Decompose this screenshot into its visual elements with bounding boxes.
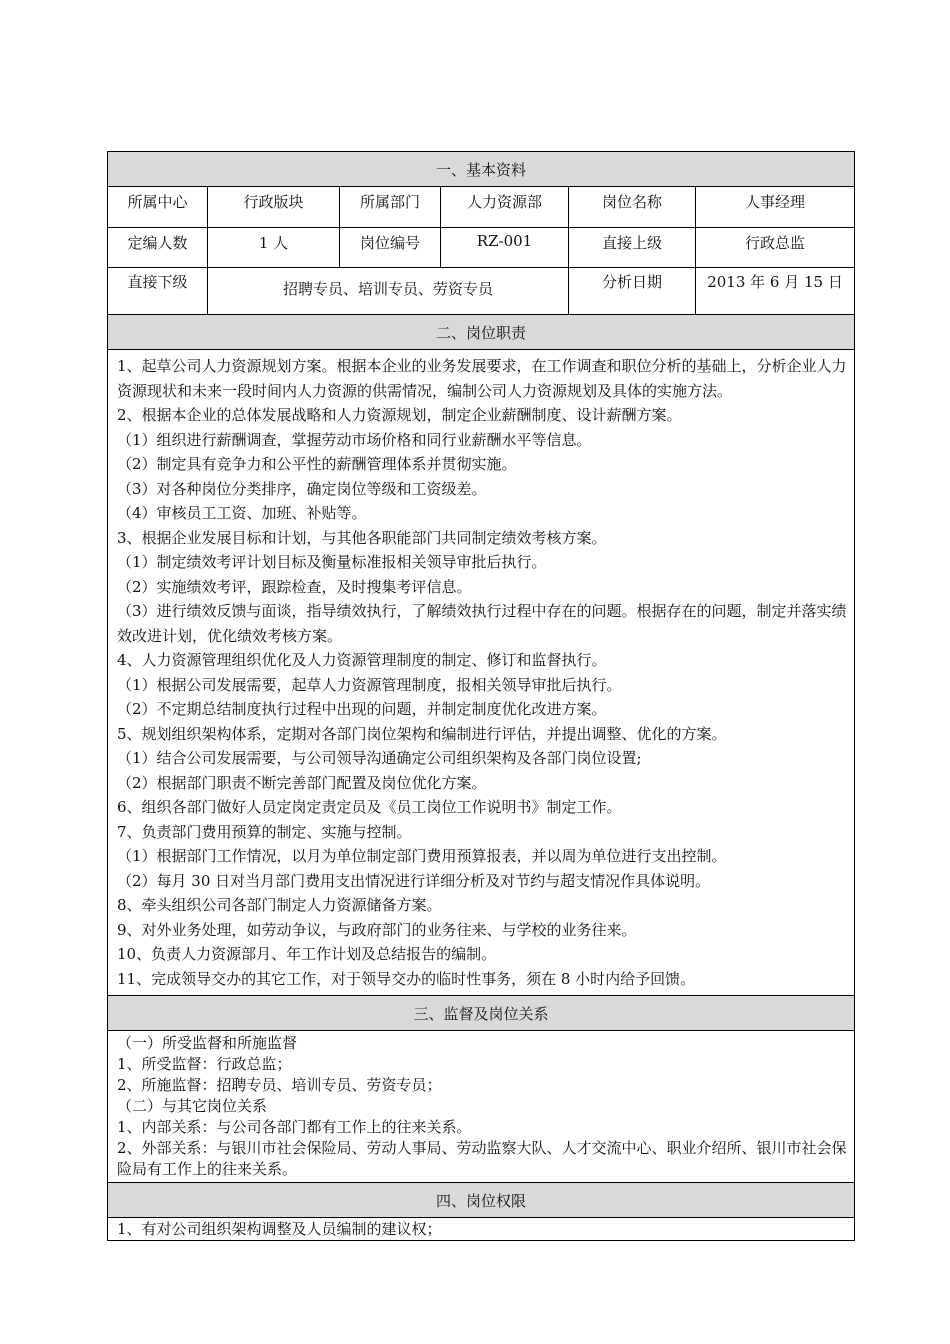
duty-item: 1、起草公司人力资源规划方案。根据本企业的业务发展要求，在工作调查和职位分析的基础上，分析企业人力资源现状和未来一段时间内人力资源的供需情况，编制公司人力资源规划及具体的实施方法。 — [117, 357, 847, 400]
duty-item: 10、负责人力资源部月、年工作计划及总结报告的编制。 — [117, 945, 497, 963]
duty-item: （2）实施绩效考评，跟踪检查，及时搜集考评信息。 — [117, 577, 472, 596]
post-value: 人事经理 — [696, 187, 855, 228]
duties-content — [108, 350, 855, 996]
dept-value: 人力资源部 — [441, 187, 569, 228]
job-description-document — [107, 151, 854, 1241]
duty-item: （1）根据公司发展需要，起草人力资源管理制度，报相关领导审批后执行。 — [117, 675, 622, 694]
duty-item: 3、根据企业发展目标和计划，与其他各职能部门共同制定绩效考核方案。 — [117, 528, 607, 547]
duty-item: （1）结合公司发展需要，与公司领导沟通确定公司组织架构及各部门岗位设置; — [117, 749, 642, 767]
supervision-item: （二）与其它岗位关系 — [117, 1097, 268, 1115]
subordinate-label: 直接下级 — [108, 268, 208, 315]
date-label: 分析日期 — [569, 268, 696, 315]
duty-item: （3）进行绩效反馈与面谈，指导绩效执行，了解绩效执行过程中存在的问题。根据存在的问题，制定并落实绩效改进计划，优化绩效考核方案。 — [117, 602, 847, 645]
authority-item: 1、有对公司组织架构调整及人员编制的建议权； — [108, 1218, 855, 1241]
supervision-item: 1、内部关系：与公司各部门都有工作上的往来关系。 — [117, 1118, 472, 1136]
supervision-item: 2、外部关系：与银川市社会保险局、劳动人事局、劳动监察大队、人才交流中心、职业介绍所、银川市社会保险局有工作上的往来关系。 — [117, 1139, 847, 1178]
supervision-item: 2、所施监督：招聘专员、培训专员、劳资专员； — [117, 1076, 442, 1094]
duty-item: （1）根据部门工作情况，以月为单位制定部门费用预算报表，并以周为单位进行支出控制。 — [117, 847, 727, 865]
duty-item: （4）审核员工工资、加班、补贴等。 — [117, 504, 367, 522]
duty-item: 2、根据本企业的总体发展战略和人力资源规划，制定企业薪酬制度、设计薪酬方案。 — [117, 406, 682, 424]
post-label: 岗位名称 — [569, 187, 696, 228]
subordinate-value: 招聘专员、培训专员、劳资专员 — [208, 268, 569, 315]
supervision-item: 1、所受监督：行政总监； — [117, 1055, 292, 1073]
supervision-content — [108, 1031, 855, 1183]
superior-value: 行政总监 — [696, 228, 855, 268]
dept-label: 所属部门 — [340, 187, 441, 228]
section-supervision-header: 三、监督及岗位关系 — [108, 996, 855, 1031]
section-authority-header: 四、岗位权限 — [108, 1183, 855, 1218]
center-label: 所属中心 — [108, 187, 208, 228]
headcount-label: 定编人数 — [108, 228, 208, 268]
date-value: 2013 年 6 月 15 日 — [696, 268, 855, 315]
duty-item: 9、对外业务处理，如劳动争议，与政府部门的业务往来、与学校的业务往来。 — [117, 920, 637, 939]
duty-item: （2）根据部门职责不断完善部门配置及岗位优化方案。 — [117, 773, 487, 792]
duty-item: 8、牵头组织公司各部门制定人力资源储备方案。 — [117, 896, 442, 914]
duty-item: （2）不定期总结制度执行过程中出现的问题，并制定制度优化改进方案。 — [117, 700, 607, 718]
center-value: 行政版块 — [208, 187, 340, 228]
section-duties-header: 二、岗位职责 — [108, 315, 855, 350]
duty-item: （2）每月 30 日对当月部门费用支出情况进行详细分析及对节约与超支情况作具体说明。 — [117, 871, 711, 890]
job-description-table — [107, 151, 855, 1241]
headcount-value: 1 人 — [208, 228, 340, 268]
duty-item: （1）组织进行薪酬调查，掌握劳动市场价格和同行业薪酬水平等信息。 — [117, 430, 592, 449]
code-label: 岗位编号 — [340, 228, 441, 268]
section-basic-info-header: 一、基本资料 — [108, 152, 855, 187]
supervision-item: （一）所受监督和所施监督 — [117, 1034, 298, 1052]
code-value: RZ-001 — [441, 228, 569, 268]
duty-item: 4、人力资源管理组织优化及人力资源管理制度的制定、修订和监督执行。 — [117, 651, 607, 669]
duty-item: （2）制定具有竞争力和公平性的薪酬管理体系并贯彻实施。 — [117, 455, 517, 473]
duty-item: 6、组织各部门做好人员定岗定责定员及《员工岗位工作说明书》制定工作。 — [117, 798, 622, 816]
duty-item: 11、完成领导交办的其它工作，对于领导交办的临时性事务，须在 8 小时内给予回馈。 — [117, 969, 696, 988]
duty-item: 5、规划组织架构体系，定期对各部门岗位架构和编制进行评估，并提出调整、优化的方案。 — [117, 724, 727, 743]
duty-item: （1）制定绩效考评计划目标及衡量标准报相关领导审批后执行。 — [117, 553, 547, 571]
duty-item: （3）对各种岗位分类排序，确定岗位等级和工资级差。 — [117, 479, 487, 498]
duty-item: 7、负责部门费用预算的制定、实施与控制。 — [117, 822, 412, 841]
superior-label: 直接上级 — [569, 228, 696, 268]
